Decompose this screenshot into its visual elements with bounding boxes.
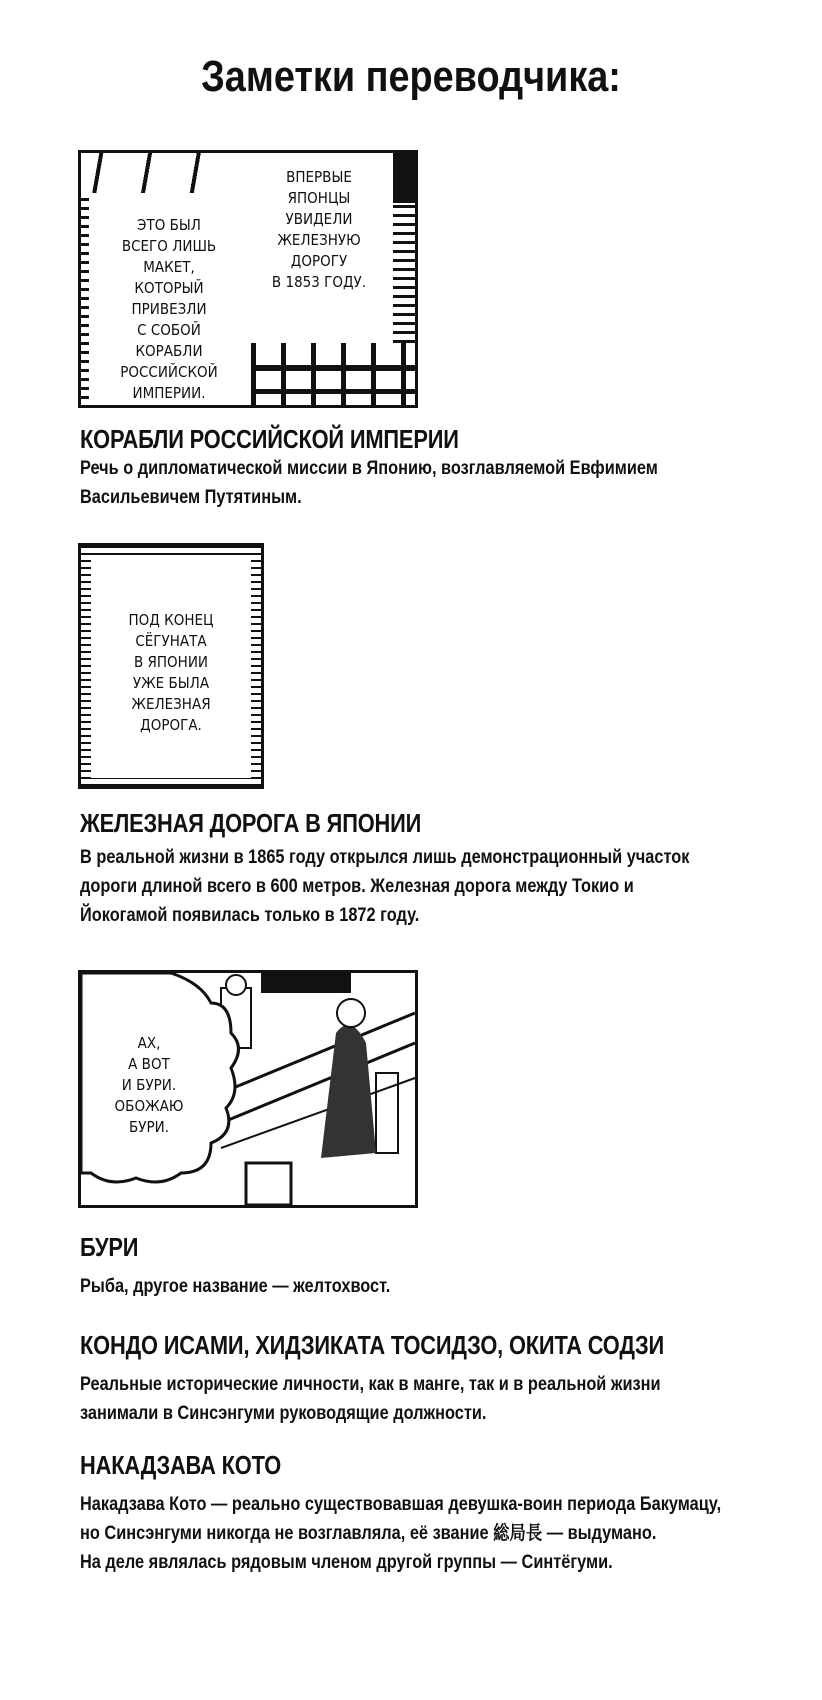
note-line: Рыба, другое название — желтохвост. <box>80 1276 391 1297</box>
caption-line: КОТОРЫЙ <box>134 279 204 297</box>
caption-line: СЁГУНАТА <box>135 632 207 650</box>
caption-line: ЖЕЛЕЗНУЮ <box>277 231 361 249</box>
note-heading-russian-ships: КОРАБЛИ РОССИЙСКОЙ ИМПЕРИИ <box>80 424 459 454</box>
caption-line: ЯПОНЦЫ <box>287 189 351 207</box>
panel-background-art <box>251 343 415 408</box>
manga-panel-railway <box>78 543 264 789</box>
speech-line: А ВОТ <box>128 1055 170 1073</box>
note-line: дороги длиной всего в 600 метров. Железная дорога между Токио и <box>80 876 634 897</box>
note-line: Васильевичем Путятиным. <box>80 487 302 508</box>
note-body-russian-ships <box>80 454 658 512</box>
panel-background-art <box>81 193 89 408</box>
speech-line: АХ, <box>137 1034 161 1052</box>
note-line: но Синсэнгуми никогда не возглавляла, её звание 総局長 — выдумано. <box>80 1523 657 1544</box>
note-line: Речь о дипломатической миссии в Японию, возглавляемой Евфимием <box>80 458 658 479</box>
note-line: Реальные исторические личности, как в манге, так и в реальной жизни <box>80 1374 661 1395</box>
note-body-shinsengumi <box>80 1370 661 1428</box>
note-heading-buri: БУРИ <box>80 1232 139 1262</box>
caption-line: С СОБОЙ <box>137 321 201 339</box>
speech-text-buri <box>104 1033 194 1138</box>
caption-line: ВСЕГО ЛИШЬ <box>121 237 217 255</box>
note-heading-railway: ЖЕЛЕЗНАЯ ДОРОГА В ЯПОНИИ <box>80 808 422 838</box>
manga-panel-buri <box>78 970 418 1208</box>
note-heading-nakazawa-koto: НАКАДЗАВА КОТО <box>80 1450 282 1480</box>
caption-line: КОРАБЛИ <box>135 342 203 360</box>
panel-background-art <box>393 203 415 343</box>
speech-line: ОБОЖАЮ <box>114 1097 184 1115</box>
caption-line: ЖЕЛЕЗНАЯ <box>131 695 211 713</box>
caption-line: В 1853 ГОДУ. <box>271 273 367 291</box>
caption-text-shogunate-railway <box>117 610 225 736</box>
manga-panel-russian-ships <box>78 150 418 408</box>
caption-text-first-railway <box>265 167 373 293</box>
caption-line: ДОРОГУ <box>290 252 348 270</box>
caption-line: ПРИВЕЗЛИ <box>131 300 207 318</box>
speech-line: И БУРИ. <box>121 1076 177 1094</box>
note-line: В реальной жизни в 1865 году открылся лишь демонстрационный участок <box>80 847 690 868</box>
panel-background-art <box>251 389 415 394</box>
caption-line: ЭТО БЫЛ <box>137 216 201 234</box>
speech-line: БУРИ. <box>128 1118 170 1136</box>
caption-line: ПОД КОНЕЦ <box>128 611 214 629</box>
note-line: На деле являлась рядовым членом другой группы — Синтёгуми. <box>80 1552 613 1573</box>
page-title: Заметки переводчика: <box>201 52 621 101</box>
note-body-railway <box>80 843 689 930</box>
caption-line: УЖЕ БЫЛА <box>132 674 210 692</box>
caption-line: В ЯПОНИИ <box>133 653 209 671</box>
caption-line: УВИДЕЛИ <box>285 210 353 228</box>
note-line: Накадзава Кото — реально существовавшая девушка-воин периода Бакумацу, <box>80 1494 722 1515</box>
note-line: занимали в Синсэнгуми руководящие должности. <box>80 1403 487 1424</box>
note-body-nakazawa-koto <box>80 1490 721 1577</box>
caption-line: ИМПЕРИИ. <box>132 384 206 402</box>
caption-line: ДОРОГА. <box>140 716 202 734</box>
caption-line: РОССИЙСКОЙ <box>120 363 218 381</box>
caption-line: ВПЕРВЫЕ <box>286 168 352 186</box>
panel-background-art <box>251 365 415 371</box>
note-line: Йокогамой появилась только в 1872 году. <box>80 905 420 926</box>
note-heading-shinsengumi: КОНДО ИСАМИ, ХИДЗИКАТА ТОСИДЗО, ОКИТА СОДЗИ <box>80 1330 665 1360</box>
caption-text-model <box>115 215 223 404</box>
note-body-buri <box>80 1272 390 1301</box>
caption-line: МАКЕТ, <box>143 258 195 276</box>
